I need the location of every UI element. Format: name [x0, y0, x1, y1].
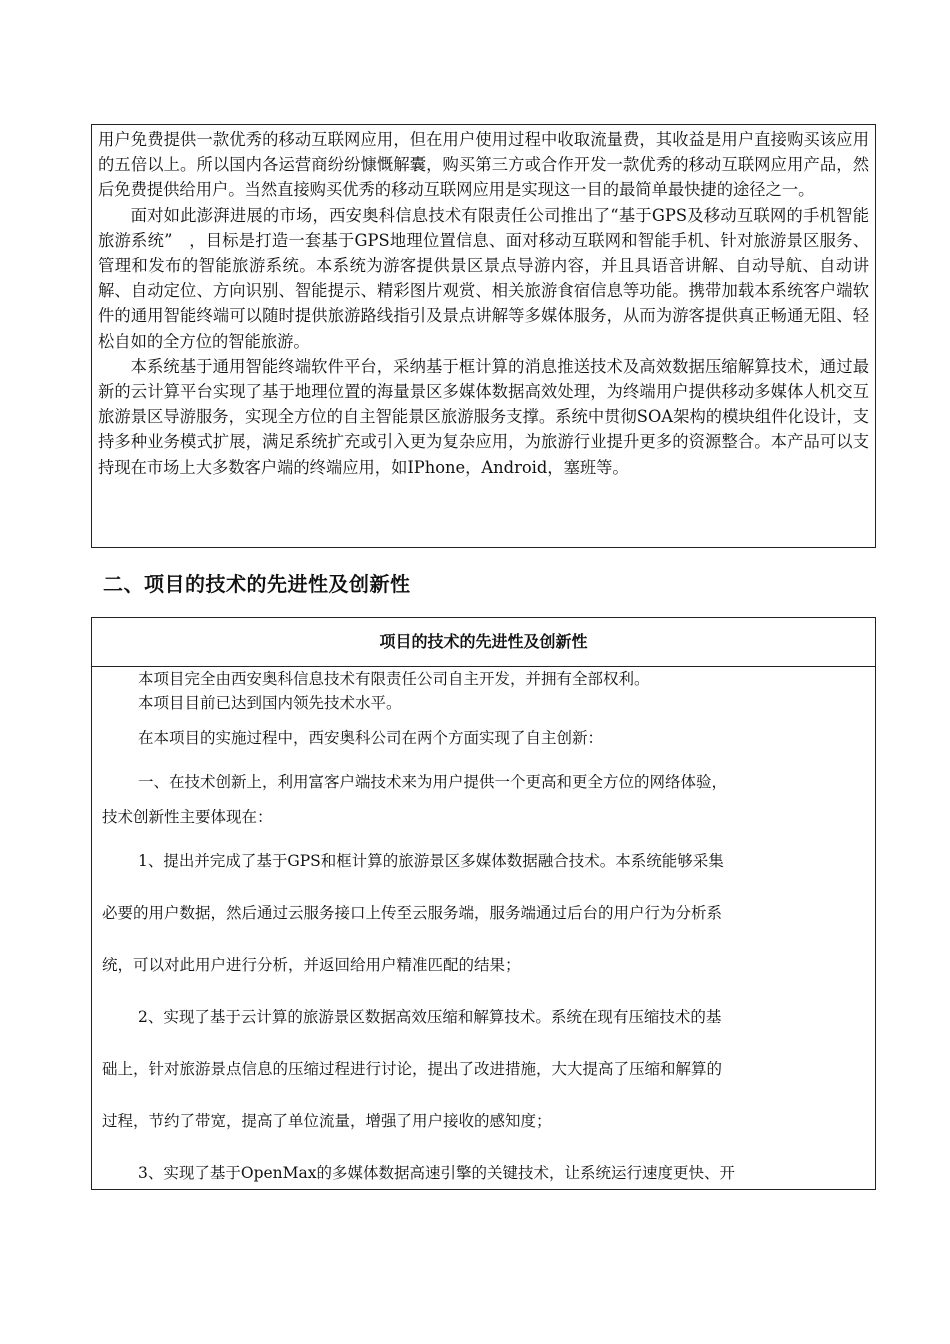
- point1-line-2: 技术创新性主要体现在：: [102, 808, 273, 826]
- item2-line-3: 过程，节约了带宽，提高了单位流量，增强了用户接收的感知度；: [102, 1112, 552, 1130]
- item2-line-1: 2、实现了基于云计算的旅游景区数据高效压缩和解算技术。系统在现有压缩技术的基: [138, 1008, 722, 1026]
- intro-line-2: 本项目目前已达到国内领先技术水平。: [138, 694, 402, 712]
- paragraph-system: 本系统基于通用智能终端软件平台，采纳基于框计算的消息推送技术及高效数据压缩解算技术，通过最新的云计算平台实现了基于地理位置的海量景区多媒体数据高效处理，为终端用户提供移动多媒体人机交互旅游景区导游服务，实现全方位的自主智能景区旅游服务支撑。系统中贯彻SOA架构的模块组件化设计，支持多种业务模式扩展，满足系统扩充或引入更为复杂应用，为旅游行业提升更多的资源整合。本产品可以支持现在市场上大多数客户端的终端应用，如IPhone，Android，塞班等。: [98, 356, 869, 477]
- table-title: 项目的技术的先进性及创新性: [92, 618, 875, 667]
- paragraph-market: 面对如此澎湃进展的市场，西安奥科信息技术有限责任公司推出了“基于GPS及移动互联网的手机智能旅游系统” ，目标是打造一套基于GPS地理位置信息、面对移动互联网和智能手机、针对旅游景区服务、管理和发布的智能旅游系统。本系统为游客提供景区景点导游内容，并且具语音讲解、自动导航、自动讲解、自动定位、方向识别、智能提示、精彩图片观赏、相关旅游食宿信息等功能。携带加载本系统客户端软件的通用智能终端可以随时提供旅游路线指引及景点讲解等多媒体服务，从而为游客提供真正畅通无阻、轻松自如的全方位的智能旅游。: [98, 205, 869, 351]
- item1-line-3: 统，可以对此用户进行分析，并返回给用户精准匹配的结果；: [102, 956, 521, 974]
- item1-line-1: 1、提出并完成了基于GPS和框计算的旅游景区多媒体数据融合技术。本系统能够采集: [138, 852, 724, 870]
- section-heading: 二、项目的技术的先进性及创新性: [103, 572, 411, 596]
- item2-line-2: 础上，针对旅游景点信息的压缩过程进行讨论，提出了改进措施，大大提高了压缩和解算的: [102, 1060, 723, 1078]
- innovation-table: [91, 617, 876, 1190]
- intro-text-box: [91, 124, 876, 548]
- point1-line-1: 一、在技术创新上，利用富客户端技术来为用户提供一个更高和更全方位的网络体验，: [138, 773, 728, 791]
- item1-line-2: 必要的用户数据，然后通过云服务接口上传至云服务端，服务端通过后台的用户行为分析系: [102, 904, 723, 922]
- table-body: [92, 667, 875, 1199]
- lead-sentence: 在本项目的实施过程中，西安奥科公司在两个方面实现了自主创新：: [138, 729, 604, 747]
- intro-line-1: 本项目完全由西安奥科信息技术有限责任公司自主开发，并拥有全部权利。: [138, 670, 650, 688]
- paragraph-revenue: 用户免费提供一款优秀的移动互联网应用，但在用户使用过程中收取流量费，其收益是用户直接购买该应用的五倍以上。所以国内各运营商纷纷慷慨解囊，购买第三方或合作开发一款优秀的移动互联网应用产品，然后免费提供给用户。当然直接购买优秀的移动互联网应用是实现这一目的最简单最快捷的途径之一。: [98, 130, 869, 200]
- item3-line-1: 3、实现了基于OpenMax的多媒体数据高速引擎的关键技术，让系统运行速度更快、开: [138, 1164, 736, 1182]
